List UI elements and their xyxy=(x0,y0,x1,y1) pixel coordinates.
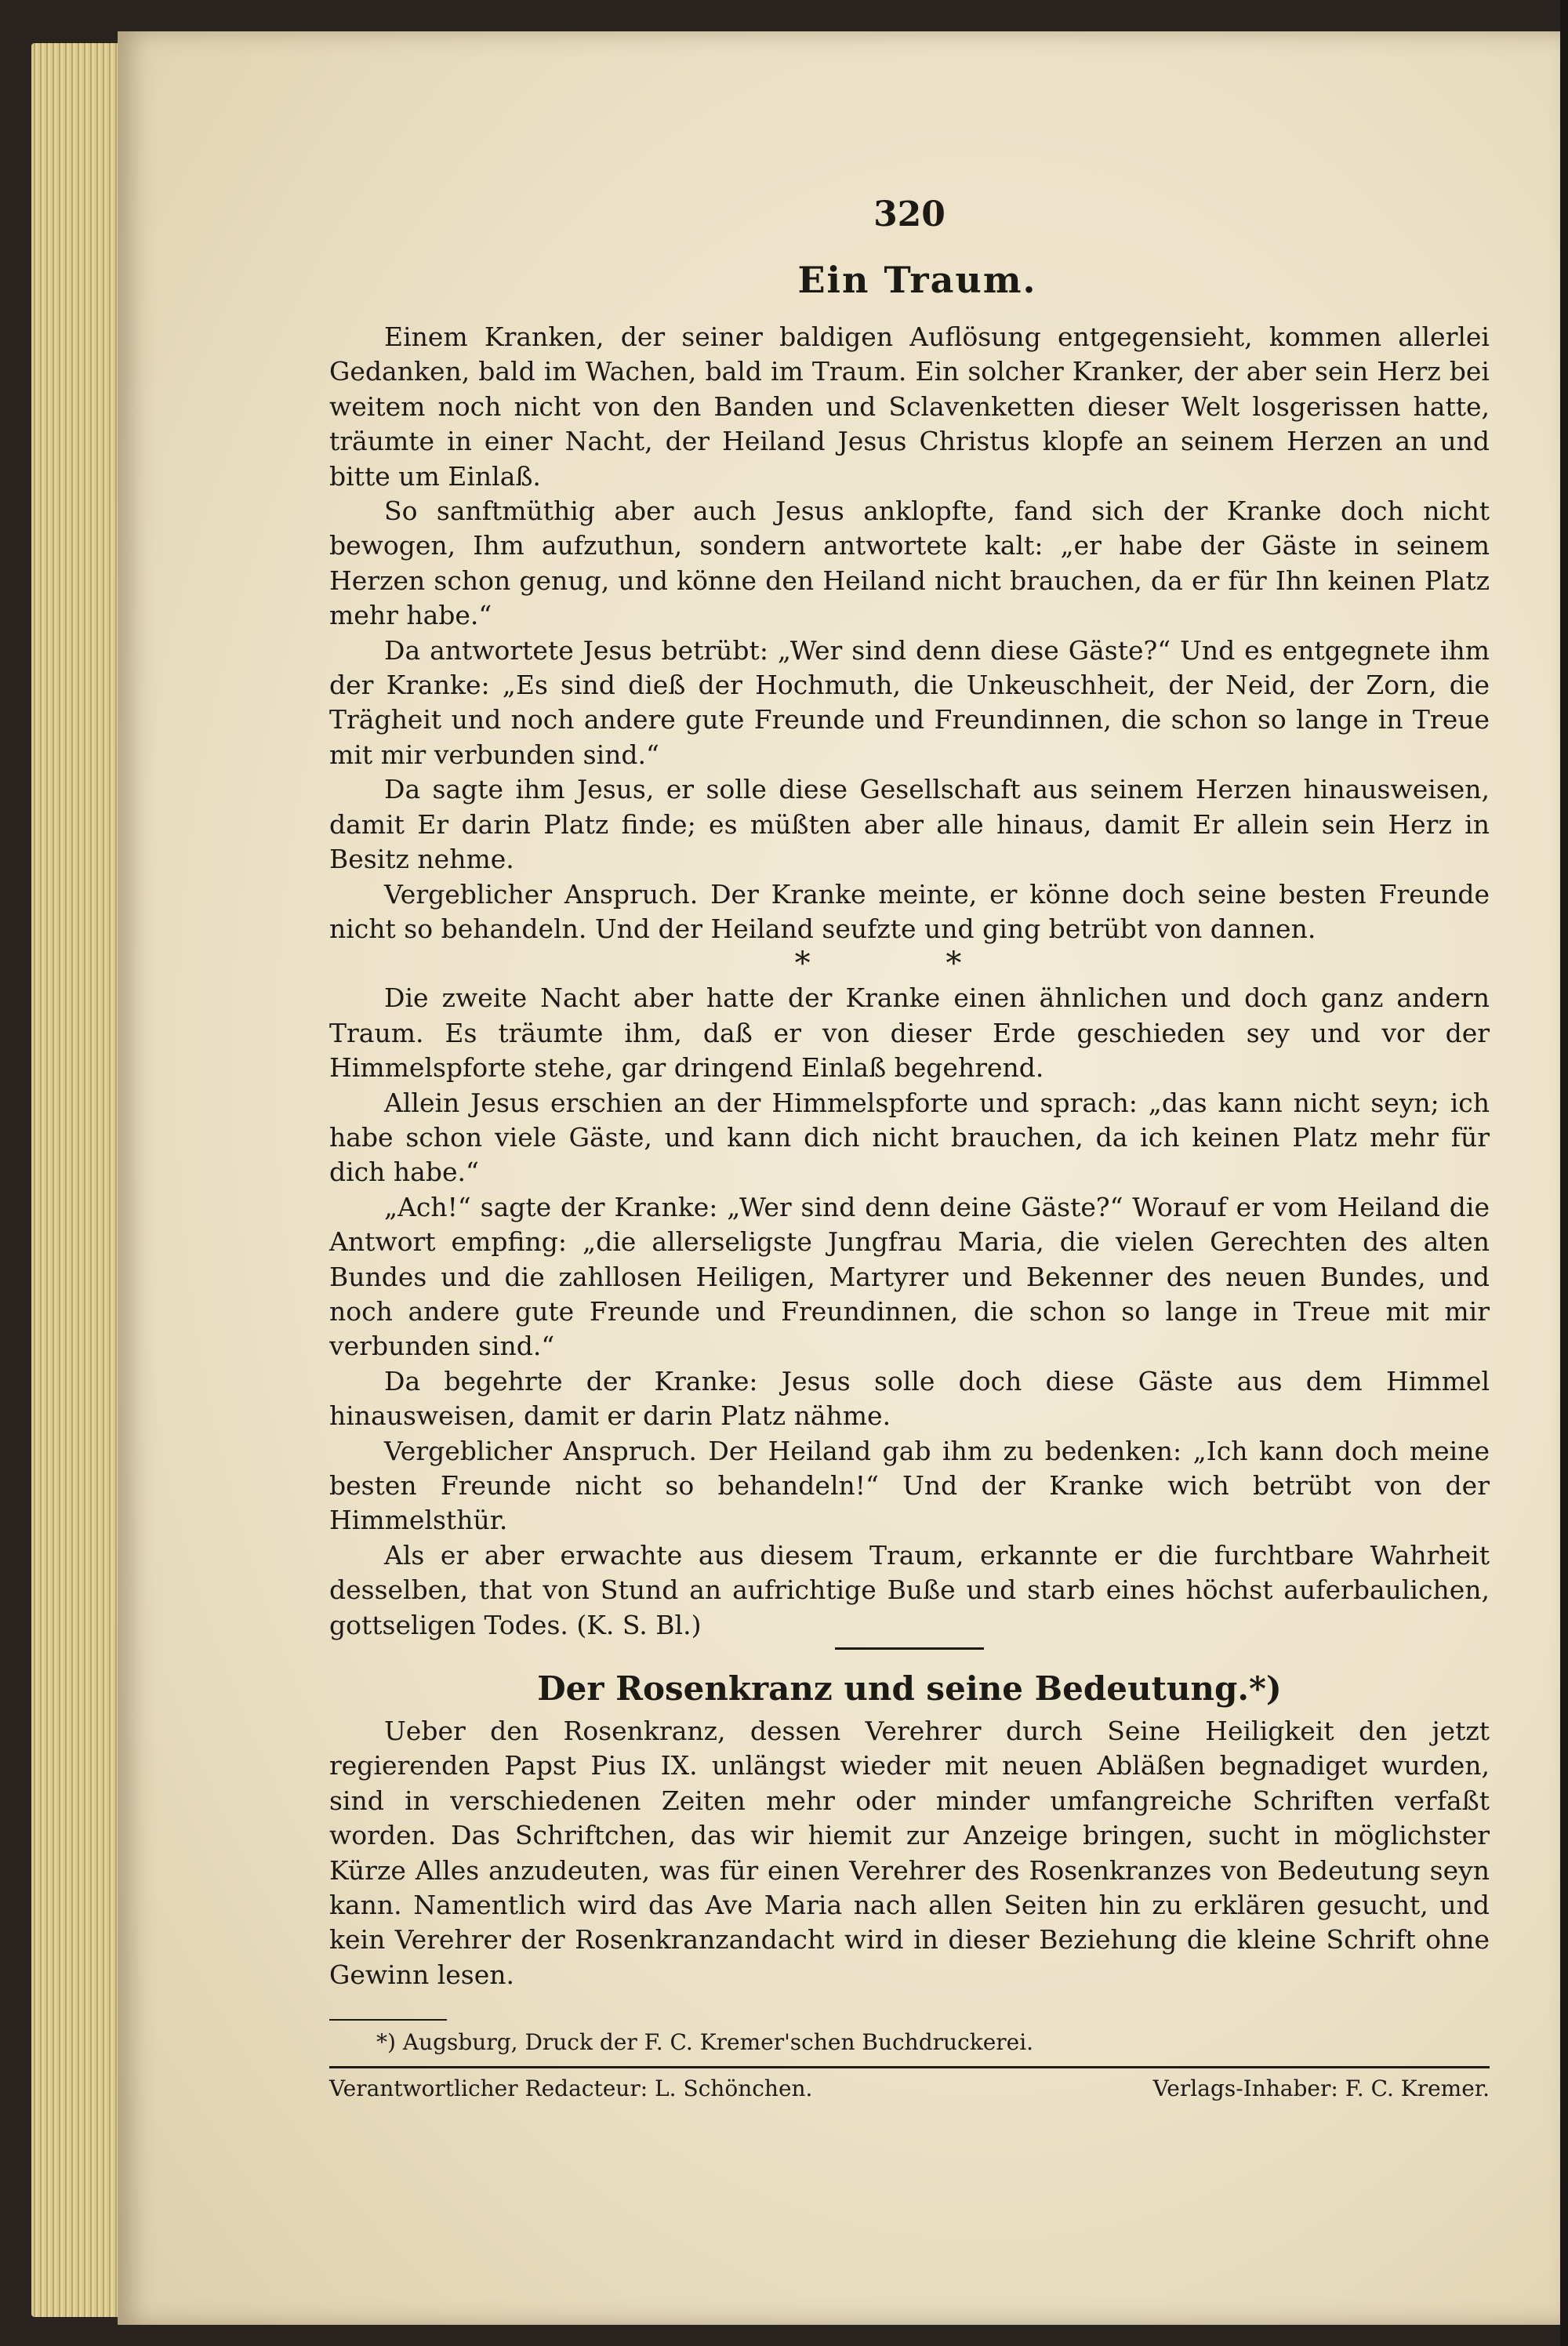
paragraph: Da antwortete Jesus betrübt: „Wer sind denn diese Gäste?“ Und es entgegnete ihm der Kranke: „Es sind dieß der Hochmuth, die Unkeuschheit, der Neid, der Zorn, die Trägheit und noch andere gute Freunde und Freundinnen, die schon so lange in Treue mit mir verbunden sind.“ xyxy=(329,634,1490,770)
paragraph: Die zweite Nacht aber hatte der Kranke einen ähnlichen und doch ganz andern Traum. Es träumte ihm, daß er von dieser Erde geschieden sey und vor der Himmelspforte stehe, gar dringend Einlaß begehrend. xyxy=(329,982,1490,1084)
section-title: Der Rosenkranz und seine Bedeutung.*) xyxy=(537,1669,1282,1709)
imprint-publisher: Verlags-Inhaber: F. C. Kremer. xyxy=(1152,2075,1490,2102)
paragraph: Da begehrte der Kranke: Jesus solle doch diese Gäste aus dem Himmel hinausweisen, damit er darin Platz nähme. xyxy=(329,1365,1490,1432)
imprint xyxy=(329,2073,1490,2104)
paragraph: Da sagte ihm Jesus, er solle diese Gesellschaft aus seinem Herzen hinausweisen, damit Er darin Platz finde; es müßten aber alle hinaus, damit Er allein sein Herz in Besitz nehme. xyxy=(329,774,1490,875)
footnote-divider xyxy=(329,2019,447,2021)
section-separator: * * xyxy=(794,946,1025,982)
paragraph: Einem Kranken, der seiner baldigen Auflösung entgegensieht, kommen allerlei Gedanken, bald im Wachen, bald im Traum. Ein solcher Kranker, der aber sein Herz bei weitem noch nicht von den Banden und Sclavenketten dieser Welt losgerissen hatte, träumte in einer Nacht, der Heiland Jesus Christus klopfe an seinem Herzen an und bitte um Einlaß. xyxy=(329,321,1490,492)
paragraph: So sanftmüthig aber auch Jesus anklopfte, fand sich der Kranke doch nicht bewogen, Ihm aufzuthun, sondern antwortete kalt: „er habe der Gäste in seinem Herzen schon genug, und könne den Heiland nicht brauchen, da er für Ihn keinen Platz mehr habe.“ xyxy=(329,496,1490,631)
article-title: Ein Traum. xyxy=(797,259,1037,301)
imprint-editor: Verantwortlicher Redacteur: L. Schönchen. xyxy=(329,2075,813,2102)
paragraph: Als er aber erwachte aus diesem Traum, erkannte er die furchtbare Wahrheit desselben, that von Stund an aufrichtige Buße und starb eines höchst auferbaulichen, gottseligen Todes. (K. S. Bl.) xyxy=(329,1539,1490,1640)
paragraph: Vergeblicher Anspruch. Der Heiland gab ihm zu bedenken: „Ich kann doch meine besten Freunde nicht so behandeln!“ Und der Kranke wich betrübt von der Himmelsthür. xyxy=(329,1435,1490,1536)
paragraph: „Ach!“ sagte der Kranke: „Wer sind denn deine Gäste?“ Worauf er vom Heiland die Antwort empfing: „die allerseligste Jungfrau Maria, die vielen Gerechten des alten Bundes und die zahllosen Heiligen, Martyrer und Bekenner des neuen Bundes, und noch andere gute Freunde und Freundinnen, die schon so lange in Treue mit mir verbunden sind.“ xyxy=(329,1191,1490,1362)
divider xyxy=(835,1647,984,1650)
page-edges-stack xyxy=(31,43,125,2317)
paragraph: Ueber den Rosenkranz, dessen Verehrer durch Seine Heiligkeit den jetzt regierenden Papst Pius IX. unlängst wieder mit neuen Abläßen begnadiget wurden, sind in verschiedenen Zeiten mehr oder minder umfangreiche Schriften verfaßt worden. Das Schriftchen, das wir hiemit zur Anzeige bringen, sucht in möglichster Kürze Alles anzudeuten, was für einen Verehrer des Rosenkranzes von Bedeutung seyn kann. Namentlich wird das Ave Maria nach allen Seiten hin zu erklären gesucht, und kein Verehrer der Rosenkranzandacht wird in dieser Beziehung die kleine Schrift ohne Gewinn lesen. xyxy=(329,1716,1490,1990)
page-number: 320 xyxy=(873,194,946,234)
article-body xyxy=(329,320,1490,2104)
paragraph: Allein Jesus erschien an der Himmelspforte und sprach: „das kann nicht seyn; ich habe schon viele Gäste, und kann dich nicht brauchen, da ich keinen Platz mehr für dich habe.“ xyxy=(329,1087,1490,1188)
paragraph: Vergeblicher Anspruch. Der Kranke meinte, er könne doch seine besten Freunde nicht so behandeln. Und der Heiland seufzte und ging betrübt von dannen. xyxy=(329,878,1490,944)
imprint-divider xyxy=(329,2066,1490,2068)
footnote: *) Augsburg, Druck der F. C. Kremer'schen Buchdruckerei. xyxy=(376,2029,1034,2056)
